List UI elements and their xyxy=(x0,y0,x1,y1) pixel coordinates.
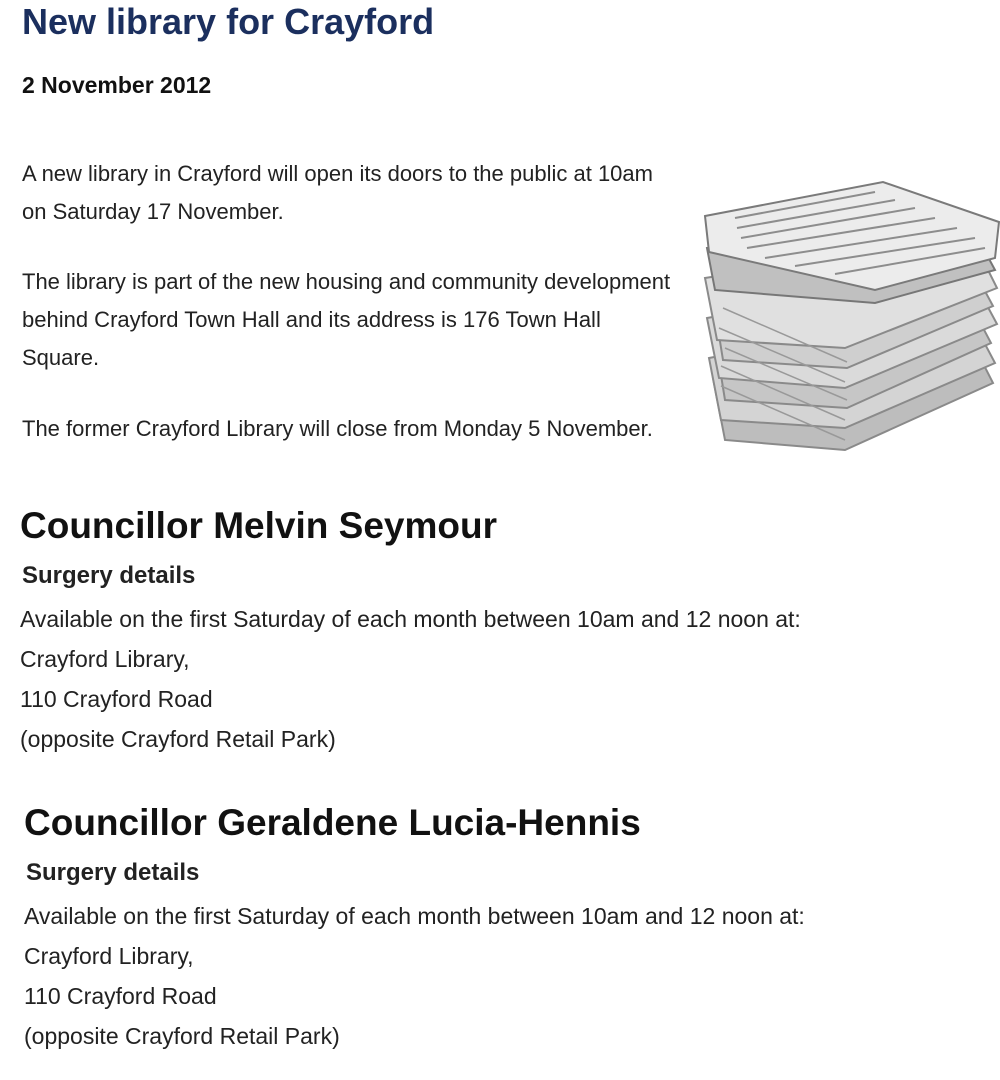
councillor-name: Councillor Geraldene Lucia-Hennis xyxy=(24,802,641,843)
newspaper-icon xyxy=(695,178,1000,468)
surgery-venue: Crayford Library, xyxy=(24,943,194,969)
surgery-street: 110 Crayford Road xyxy=(24,983,217,1009)
councillor-section-melvin-seymour xyxy=(20,503,980,759)
news-paragraph-closure: The former Crayford Library will close from Monday 5 November. xyxy=(22,416,653,441)
surgery-street: 110 Crayford Road xyxy=(20,686,213,712)
councillor-section-geraldene-lucia-hennis xyxy=(24,800,984,1056)
news-paragraph-opening: A new library in Crayford will open its doors to the public at 10am on Saturday 17 November. xyxy=(22,161,653,224)
surgery-landmark: (opposite Crayford Retail Park) xyxy=(20,726,336,752)
news-date: 2 November 2012 xyxy=(22,72,212,98)
surgery-venue: Crayford Library, xyxy=(20,646,190,672)
surgery-details-heading: Surgery details xyxy=(26,859,200,886)
surgery-availability: Available on the first Saturday of each month between 10am and 12 noon at: xyxy=(20,606,801,632)
newspaper-stack-image xyxy=(695,178,1000,468)
news-paragraph-location: The library is part of the new housing and community development behind Crayford Town Hall and its address is 176 Town Hall Square. xyxy=(22,269,671,370)
surgery-availability: Available on the first Saturday of each month between 10am and 12 noon at: xyxy=(24,903,805,929)
surgery-details-heading: Surgery details xyxy=(22,562,196,589)
surgery-landmark: (opposite Crayford Retail Park) xyxy=(24,1023,340,1049)
news-title: New library for Crayford xyxy=(22,1,435,42)
councillor-name: Councillor Melvin Seymour xyxy=(20,505,497,546)
